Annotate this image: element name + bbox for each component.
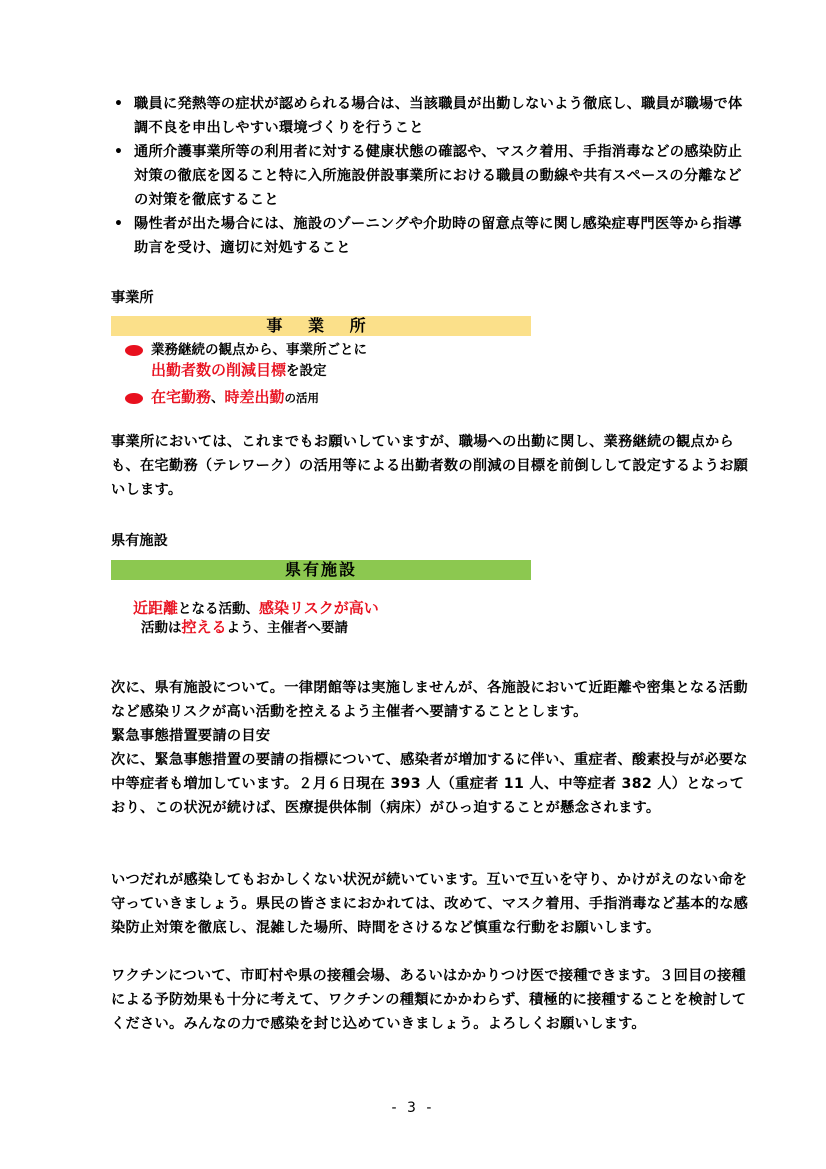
precaution-bullet-list: [112, 92, 752, 260]
facility-banner-line: 近距離となる活動、感染リスクが高い: [133, 599, 379, 617]
facility-banner-title: 県有施設: [111, 560, 531, 580]
bullet-item: • 職員に発熱等の症状が認められる場合は、当該職員が出勤しないよう徹底し、職員が職場で体調不良を申出しやすい環境づくりを行うこと: [112, 92, 752, 140]
closing-paragraph-1: いつだれが感染してもおかしくない状況が続いています。互いで互いを守り、かけがえのない命を守っていきましょう。県民の皆さまにおかれては、改めて、マスク着用、手指消毒など基本的な感染防止対策を徹底し、混雑した場所、時間をさけるなど慎重な行動をお願いします。: [111, 872, 749, 936]
office-banner-line: 業務継続の観点から、事業所ごとに: [111, 340, 531, 360]
page-number: - 3 -: [391, 1100, 435, 1116]
red-bullet-icon: [125, 393, 143, 404]
bullet-item: • 通所介護事業所等の利用者に対する健康状態の確認や、マスク着用、手指消毒などの感染防止対策の徹底を図ること特に入所施設併設事業所における職員の動線や共有スペースの分離などの対策を徹底すること: [112, 140, 752, 212]
closing-paragraph-2: ワクチンについて、市町村や県の接種会場、あるいはかかりつけ医で接種できます。３回目の接種による予防効果も十分に考えて、ワクチンの種類にかかわらず、積極的に接種することを検討してください。みんなの力で感染を封じ込めていきましょう。よろしくお願いします。: [111, 968, 747, 1032]
facility-paragraph: 次に、県有施設について。一律閉館等は実施しませんが、各施設において近距離や密集となる活動など感染リスクが高い活動を控えるよう主催者へ要請することとします。: [111, 680, 748, 720]
office-banner-figure: [111, 316, 531, 408]
bullet-item: • 陽性者が出た場合には、施設のゾーニングや介助時の留意点等に関し感染症専門医等から指導助言を受け、適切に対処すること: [112, 212, 752, 260]
emergency-heading: 緊急事態措置要請の目安: [111, 728, 271, 744]
facility-banner-line: 活動は控えるよう、主催者へ要請: [141, 618, 349, 636]
red-bullet-icon: [125, 345, 143, 356]
office-paragraph: 事業所においては、これまでもお願いしていますが、職場への出勤に関し、業務継続の観点からも、在宅勤務（テレワーク）の活用等による出勤者数の削減の目標を前倒しして設定するようお願いします。: [111, 434, 749, 498]
facility-section-label: 県有施設: [111, 533, 168, 549]
office-section-label: 事業所: [111, 290, 154, 306]
office-banner-line: 出勤者数の削減目標を設定: [151, 361, 327, 379]
facility-banner-figure: [111, 560, 531, 638]
office-banner-title: 事 業 所: [111, 316, 531, 336]
office-banner-line: 在宅勤務、時差出勤の活用: [111, 387, 531, 408]
emergency-paragraph: 次に、緊急事態措置の要請の指標について、感染者が増加するに伴い、重症者、酸素投与が必要な中等症者も増加しています。２月６日現在 393 人（重症者 11 人、中等症者 382 人）となっており、この状況が続けば、医療提供体制（病床）がひっ迫することが懸念されます。: [111, 752, 748, 816]
